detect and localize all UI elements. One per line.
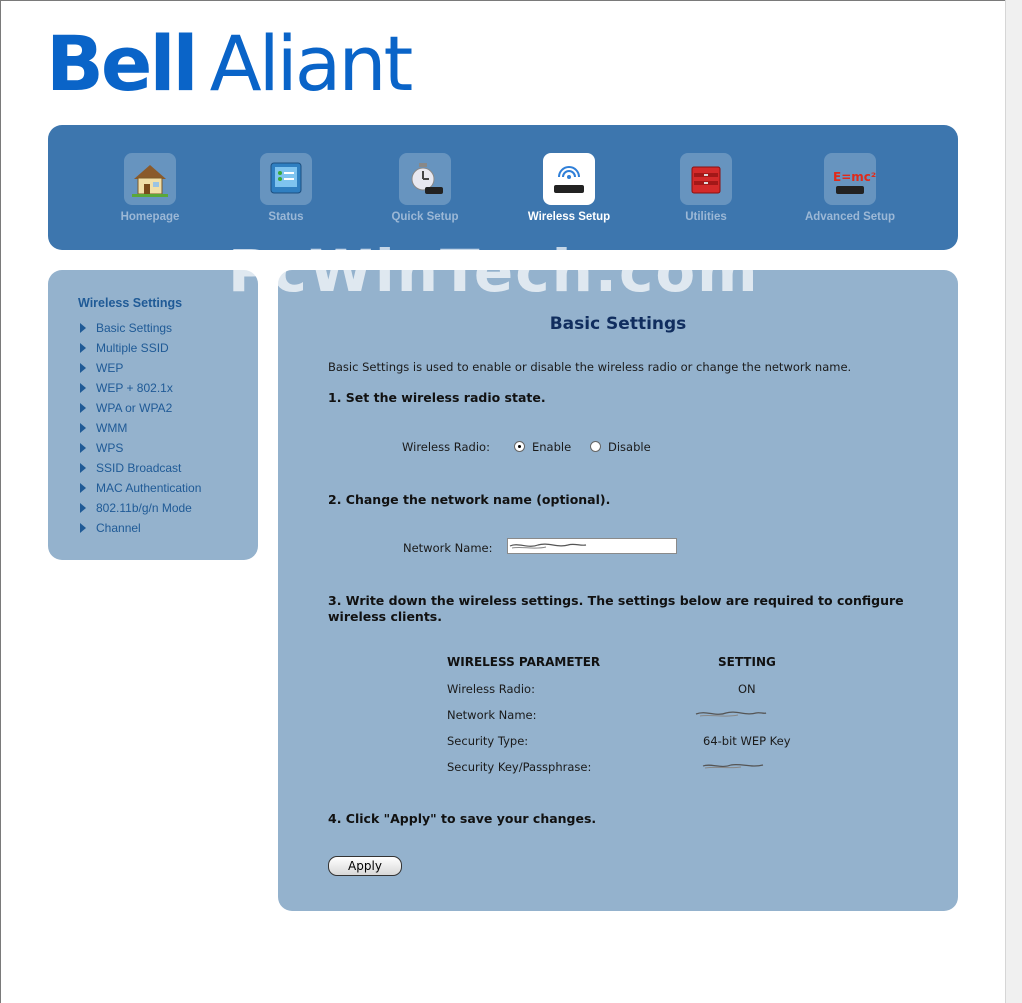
sidebar-item-ssid-broadcast[interactable] <box>80 458 201 478</box>
nav-label-advanced-setup: Advanced Setup <box>804 211 896 223</box>
window-border-left <box>0 0 1 1003</box>
main-panel <box>278 270 958 911</box>
sidebar-item-label: WPS <box>96 441 124 455</box>
sidebar-item-label: SSID Broadcast <box>96 461 182 475</box>
nav-label-quick-setup: Quick Setup <box>391 211 459 223</box>
status-monitor-icon <box>260 153 312 205</box>
sidebar-item-label: 802.11b/g/n Mode <box>96 501 192 515</box>
step3-heading-line1: 3. Write down the wireless settings. The settings below are required to configure <box>328 593 904 608</box>
arrow-right-icon <box>80 463 86 473</box>
logo-bell-text: Bell <box>46 19 196 108</box>
sidebar-item-wep-8021x[interactable] <box>80 378 201 398</box>
wireless-router-icon <box>543 153 595 205</box>
step4-heading: 4. Click "Apply" to save your changes. <box>328 811 597 826</box>
table-param-security-key: Security Key/Passphrase: <box>447 760 592 774</box>
logo-aliant-text: Aliant <box>209 19 411 108</box>
sidebar-item-label: Channel <box>96 521 141 535</box>
table-param-security-type: Security Type: <box>447 734 529 748</box>
svg-text:E=mc²: E=mc² <box>833 170 877 184</box>
radio-disable[interactable] <box>590 441 601 452</box>
table-param-wireless-radio: Wireless Radio: <box>447 682 535 696</box>
radio-enable[interactable] <box>514 441 525 452</box>
sidebar-item-label: Multiple SSID <box>96 341 169 355</box>
arrow-right-icon <box>80 503 86 513</box>
scrollbar-track[interactable] <box>1005 0 1022 1003</box>
toolbox-icon <box>680 153 732 205</box>
step1-heading: 1. Set the wireless radio state. <box>328 390 546 405</box>
nav-homepage[interactable] <box>95 153 205 223</box>
watermark: PcWinTech.com <box>228 237 760 305</box>
intro-text: Basic Settings is used to enable or disable the wireless radio or change the network name. <box>328 360 852 374</box>
sidebar-title: Wireless Settings <box>78 296 183 310</box>
nav-utilities[interactable] <box>651 153 761 223</box>
sidebar-item-80211bgn-mode[interactable] <box>80 498 201 518</box>
redacted-network-name-input-scribble <box>508 540 588 552</box>
arrow-right-icon <box>80 443 86 453</box>
arrow-right-icon <box>80 423 86 433</box>
sidebar-item-wpa-or-wpa2[interactable] <box>80 398 201 418</box>
sidebar-item-label: WEP <box>96 361 124 375</box>
redacted-network-name-scribble <box>694 707 768 721</box>
table-header-parameter: WIRELESS PARAMETER <box>447 655 601 669</box>
sidebar-item-wmm[interactable] <box>80 418 201 438</box>
arrow-right-icon <box>80 483 86 493</box>
nav-wireless-setup[interactable] <box>514 153 624 223</box>
sidebar-item-wps[interactable] <box>80 438 201 458</box>
arrow-right-icon <box>80 323 86 333</box>
sidebar-item-label: WPA or WPA2 <box>96 401 173 415</box>
nav-label-utilities: Utilities <box>685 211 727 223</box>
nav-label-status: Status <box>268 211 304 223</box>
step2-heading: 2. Change the network name (optional). <box>328 492 611 507</box>
bell-aliant-logo <box>46 19 411 108</box>
sidebar-menu <box>80 318 201 538</box>
window-border-top <box>0 0 1022 1</box>
table-setting-security-type: 64-bit WEP Key <box>703 734 791 748</box>
sidebar-item-multiple-ssid[interactable] <box>80 338 201 358</box>
sidebar-item-mac-authentication[interactable] <box>80 478 201 498</box>
apply-button[interactable]: Apply <box>328 856 402 876</box>
table-setting-wireless-radio: ON <box>738 682 756 696</box>
sidebar-item-wep[interactable] <box>80 358 201 378</box>
top-navigation <box>48 125 958 250</box>
arrow-right-icon <box>80 383 86 393</box>
arrow-right-icon <box>80 363 86 373</box>
nav-label-wireless-setup: Wireless Setup <box>527 211 611 223</box>
sidebar-item-label: WEP + 802.1x <box>96 381 173 395</box>
wireless-radio-label: Wireless Radio: <box>402 440 490 454</box>
arrow-right-icon <box>80 343 86 353</box>
step3-heading-line2: wireless clients. <box>328 609 442 624</box>
house-icon <box>124 153 176 205</box>
table-param-network-name: Network Name: <box>447 708 537 722</box>
nav-quick-setup[interactable] <box>370 153 480 223</box>
nav-label-homepage: Homepage <box>120 211 180 223</box>
radio-enable-label: Enable <box>532 440 572 454</box>
network-name-label: Network Name: <box>403 541 493 555</box>
arrow-right-icon <box>80 523 86 533</box>
nav-advanced-setup[interactable] <box>795 153 905 223</box>
nav-status[interactable] <box>231 153 341 223</box>
quick-setup-icon <box>399 153 451 205</box>
sidebar-item-label: MAC Authentication <box>96 481 202 495</box>
sidebar-item-label: WMM <box>96 421 128 435</box>
sidebar <box>48 270 258 560</box>
redacted-security-key-scribble <box>701 760 765 772</box>
sidebar-item-label: Basic Settings <box>96 321 173 335</box>
sidebar-item-channel[interactable] <box>80 518 201 538</box>
table-header-setting: SETTING <box>718 655 776 669</box>
page-title: Basic Settings <box>549 314 687 334</box>
arrow-right-icon <box>80 403 86 413</box>
radio-disable-label: Disable <box>608 440 651 454</box>
emc2-icon <box>824 153 876 205</box>
sidebar-item-basic-settings[interactable] <box>80 318 201 338</box>
